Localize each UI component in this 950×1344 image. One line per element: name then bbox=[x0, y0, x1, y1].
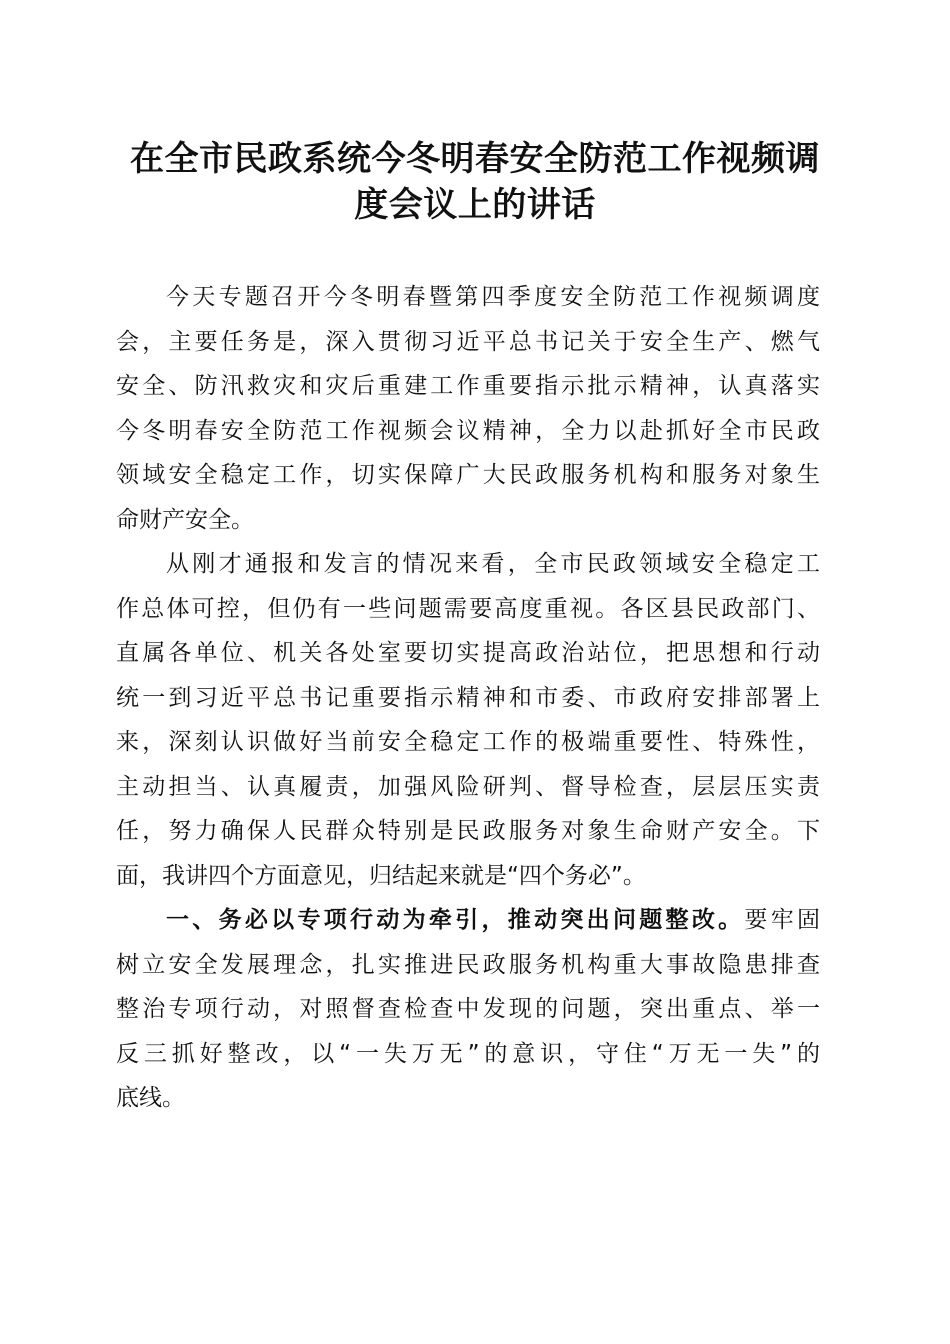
text-line: 任，努力确保人民群众特别是民政服务对象生命财产安全。下 bbox=[116, 818, 820, 844]
text-line: 底线。 bbox=[116, 1085, 185, 1111]
text-line: 来，深刻认识做好当前安全稳定工作的极端重要性、特殊性， bbox=[116, 729, 820, 755]
title-line: 在全市民政系统今冬明春安全防范工作视频调 bbox=[130, 139, 820, 179]
text-line: 命财产安全。 bbox=[116, 506, 254, 533]
text-line: 整治专项行动，对照督查检查中发现的问题，突出重点、举一 bbox=[116, 996, 820, 1022]
text-line: 领域安全稳定工作，切实保障广大民政服务机构和服务对象生 bbox=[116, 462, 820, 488]
text-line: 今冬明春安全防范工作视频会议精神，全力以赴抓好全市民政 bbox=[116, 417, 820, 444]
text-line: 安全、防汛救灾和灾后重建工作重要指示批示精神，认真落实 bbox=[116, 373, 820, 399]
text-line: 面，我讲四个方面意见，归结起来就是“四个务必”。 bbox=[116, 862, 646, 889]
text-line: 今天专题召开今冬明春暨第四季度安全防范工作视频调度 bbox=[166, 284, 820, 310]
paragraph-2 bbox=[116, 542, 820, 898]
paragraph-1 bbox=[116, 275, 820, 542]
document-title bbox=[100, 136, 850, 228]
text-line: 从刚才通报和发言的情况来看，全市民政领域安全稳定工 bbox=[166, 551, 820, 577]
text-span: 要牢固 bbox=[744, 907, 821, 933]
paragraph-3 bbox=[116, 898, 820, 1121]
text-line: 树立安全发展理念，扎实推进民政服务机构重大事故隐患排查 bbox=[116, 951, 820, 978]
text-line: 主动担当、认真履责，加强风险研判、督导检查，层层压实责 bbox=[116, 773, 820, 800]
text-line: 反三抓好整改，以“一失万无”的意识，守住“万无一失”的 bbox=[116, 1040, 820, 1067]
text-line: 会，主要任务是，深入贯彻习近平总书记关于安全生产、燃气 bbox=[116, 328, 820, 355]
document-body bbox=[116, 275, 820, 1121]
text-line: 统一到习近平总书记重要指示精神和市委、市政府安排部署上 bbox=[116, 684, 820, 711]
title-line: 度会议上的讲话 bbox=[354, 185, 596, 225]
section-heading: 一、务必以专项行动为牵引，推动突出问题整改。 bbox=[166, 907, 745, 933]
text-line bbox=[116, 898, 820, 943]
text-line: 作总体可控，但仍有一些问题需要高度重视。各区县民政部门、 bbox=[116, 595, 820, 622]
text-line: 直属各单位、机关各处室要切实提高政治站位，把思想和行动 bbox=[116, 640, 820, 666]
